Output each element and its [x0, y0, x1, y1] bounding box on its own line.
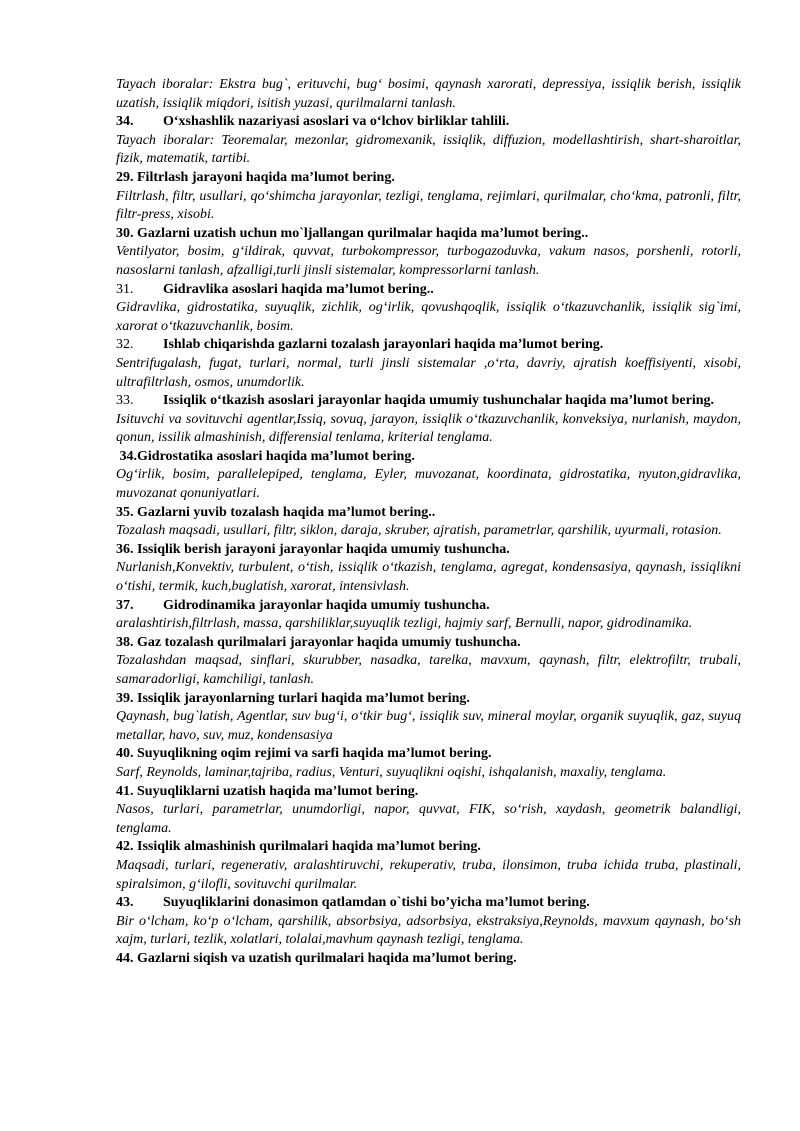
question-title: Gazlarni uzatish uchun mo`ljallangan qurilmalar haqida ma’lumot bering.. [137, 225, 589, 241]
question-title: Gazlarni yuvib tozalash haqida ma’lumot bering.. [137, 504, 436, 520]
question-heading [116, 169, 741, 188]
question-heading [116, 392, 741, 411]
question-number: 38. [116, 634, 134, 650]
question-title: Gazlarni siqish va uzatish qurilmalari haqida ma’lumot bering. [137, 950, 517, 966]
question-number: 37. [116, 597, 134, 613]
question-keywords: Sarf, Reynolds, laminar,tajriba, radius, Venturi, suyuqlikni oqishi, ishqalanish, maxaliy, tenglama. [116, 764, 667, 780]
question-keywords: Tayach iboralar: Teoremalar, mezonlar, gidromexanik, issiqlik, diffuzion, modellashtirish, shart-sharoitlar, fizik, matematik, tartibi. [116, 132, 741, 167]
question-number: 31. [116, 281, 134, 297]
question-keywords: Nasos, turlari, parametrlar, unumdorligi, napor, quvvat, FIK, so‘rish, xaydash, geometrik balandligi, tenglama. [116, 802, 741, 836]
question-keywords: Filtrlash, filtr, usullari, qo‘shimcha jarayonlar, tezligi, tenglama, rejimlari, qurilmalar, cho‘kma, patronli, filtr, filtr-press, xisobi. [116, 188, 741, 223]
question-number: 29. [116, 169, 134, 185]
question-heading [116, 448, 741, 467]
question-number: 44. [116, 950, 134, 966]
question-title: Filtrlash jarayoni haqida ma’lumot bering. [137, 169, 395, 185]
question-title: Issiqlik berish jarayoni jarayonlar haqida umumiy tushuncha. [137, 541, 510, 557]
question-title: Gidravlika asoslari haqida ma’lumot bering.. [163, 281, 434, 297]
question-title: Suyuqliklarni uzatish haqida ma’lumot bering. [137, 783, 419, 799]
question-keywords: Isituvchi va sovituvchi agentlar,Issiq, sovuq, jarayon, issiqlik o‘tkazuvchanlik, konveksiya, nurlanish, maydon, qonun, issilik almashinish, differensial tenlama, kriterial tenglama. [116, 411, 741, 446]
question-number: 41. [116, 783, 134, 799]
question-number: 36. [116, 541, 134, 557]
question-heading [116, 634, 741, 653]
question-keywords: Gidravlika, gidrostatika, suyuqlik, zichlik, og‘irlik, qovushqoqlik, issiqlik o‘tkazuvchanlik, issiqlik sig`imi, xarorat o‘tkazuvchanlik, bosim. [116, 300, 741, 334]
question-heading [116, 950, 741, 969]
question-keywords: Nurlanish,Konvektiv, turbulent, o‘tish, issiqlik o‘tkazish, tenglama, agregat, kondensasiya, qaynash, issiqlikni o‘tishi, termik, kuch,buglatish, xarorat, intensivlash. [116, 560, 741, 595]
question-heading [116, 113, 741, 132]
question-number: 35. [116, 504, 134, 520]
question-title: Gaz tozalash qurilmalari jarayonlar haqida umumiy tushuncha. [137, 634, 521, 650]
question-heading [116, 745, 741, 764]
question-keywords: Tozalash maqsadi, usullari, filtr, siklon, daraja, skruber, ajratish, parametrlar, qarshilik, uyurmali, rotasion. [116, 523, 722, 539]
question-number: 34. [116, 114, 134, 130]
question-keywords: Og‘irlik, bosim, parallelepiped, tenglama, Eyler, muvozanat, koordinata, gidrostatika, nyuton,gidravlika, muvozanat qonuniyatlari. [116, 467, 741, 502]
question-title: Suyuqlikning oqim rejimi va sarfi haqida ma’lumot bering. [137, 746, 492, 762]
document-page [116, 76, 741, 969]
intro-keywords: Tayach iboralar: Ekstra bug`, erituvchi, bug‘ bosimi, qaynash xarorati, depressiya, issiqlik berish, issiqlik uzatish, issiqlik miqdori, isitish yuzasi, qurilmalarni tanlash. [116, 77, 741, 111]
question-title: Issiqlik jarayonlarning turlari haqida ma’lumot bering. [137, 690, 470, 706]
question-heading [116, 838, 741, 857]
question-keywords: Bir o‘lcham, ko‘p o‘lcham, qarshilik, absorbsiya, adsorbsiya, ekstraksiya,Reynolds, mavxum qaynash, bo‘sh xajm, turlari, tezlik, xolatlari, tolalai,mavhum qaynash tezligi, tenglama. [116, 913, 741, 948]
question-heading [116, 783, 741, 802]
question-heading [116, 690, 741, 709]
question-title: Gidrostatika asoslari haqida ma’lumot bering. [137, 448, 415, 464]
question-keywords: aralashtirish,filtrlash, massa, qarshiliklar,suyuqlik tezligi, hajmiy sarf, Bernulli, napor, gidrodinamika. [116, 616, 693, 632]
question-heading [116, 894, 741, 913]
question-title: Gidrodinamika jarayonlar haqida umumiy tushuncha. [163, 597, 490, 613]
question-number: 30. [116, 225, 134, 241]
question-title: Suyuqliklarini donasimon qatlamdan o`tishi bo’yicha ma’lumot bering. [163, 895, 590, 911]
question-title: Issiqlik o‘tkazish asoslari jarayonlar haqida umumiy tushunchalar haqida ma’lumot bering. [163, 393, 715, 409]
question-number: 33. [116, 393, 134, 409]
question-keywords: Maqsadi, turlari, regenerativ, aralashtiruvchi, rekuperativ, truba, ilonsimon, truba ichida truba, plastinali, spiralsimon, g‘ilofli, sovituvchi qurilmalar. [116, 857, 741, 892]
question-keywords: Qaynash, bug`latish, Agentlar, suv bug‘i, o‘tkir bug‘, issiqlik suv, mineral moylar, organik suyuqlik, gaz, suyuq metallar, havo, suv, muz, kondensasiya [116, 709, 741, 743]
question-number: 40. [116, 746, 134, 762]
question-heading [116, 541, 741, 560]
question-number: 43. [116, 895, 134, 911]
question-keywords: Ventilyator, bosim, g‘ildirak, quvvat, turbokompressor, turbogazoduvka, vakum nasos, porshenli, rotorli, nasoslarni tanlash, afzalligi,turli jinsli sistemalar, kompressorlarni tanlash. [116, 244, 741, 278]
question-heading [116, 281, 741, 300]
question-heading [116, 336, 741, 355]
question-title: O‘xshashlik nazariyasi asoslari va o‘lchov birliklar tahlili. [163, 114, 510, 130]
question-title: Ishlab chiqarishda gazlarni tozalash jarayonlari haqida ma’lumot bering. [163, 337, 604, 353]
question-number: 42. [116, 839, 134, 855]
question-number: 39. [116, 690, 134, 706]
question-title: Issiqlik almashinish qurilmalari haqida ma’lumot bering. [137, 839, 481, 855]
question-number: 32. [116, 337, 134, 353]
question-heading [116, 225, 741, 244]
question-keywords: Sentrifugalash, fugat, turlari, normal, turli jinsli sistemalar ,o‘rta, davriy, ajratish koeffisiyenti, xisobi, ultrafiltrlash, osmos, unumdorlik. [116, 355, 741, 390]
question-number: 34. [119, 448, 137, 464]
question-heading [116, 504, 741, 523]
question-keywords: Tozalashdan maqsad, sinflari, skurubber, nasadka, tarelka, mavxum, qaynash, filtr, elektrofiltr, trubali, samaradorligi, kamchiligi, tanlash. [116, 653, 741, 687]
question-heading [116, 597, 741, 616]
